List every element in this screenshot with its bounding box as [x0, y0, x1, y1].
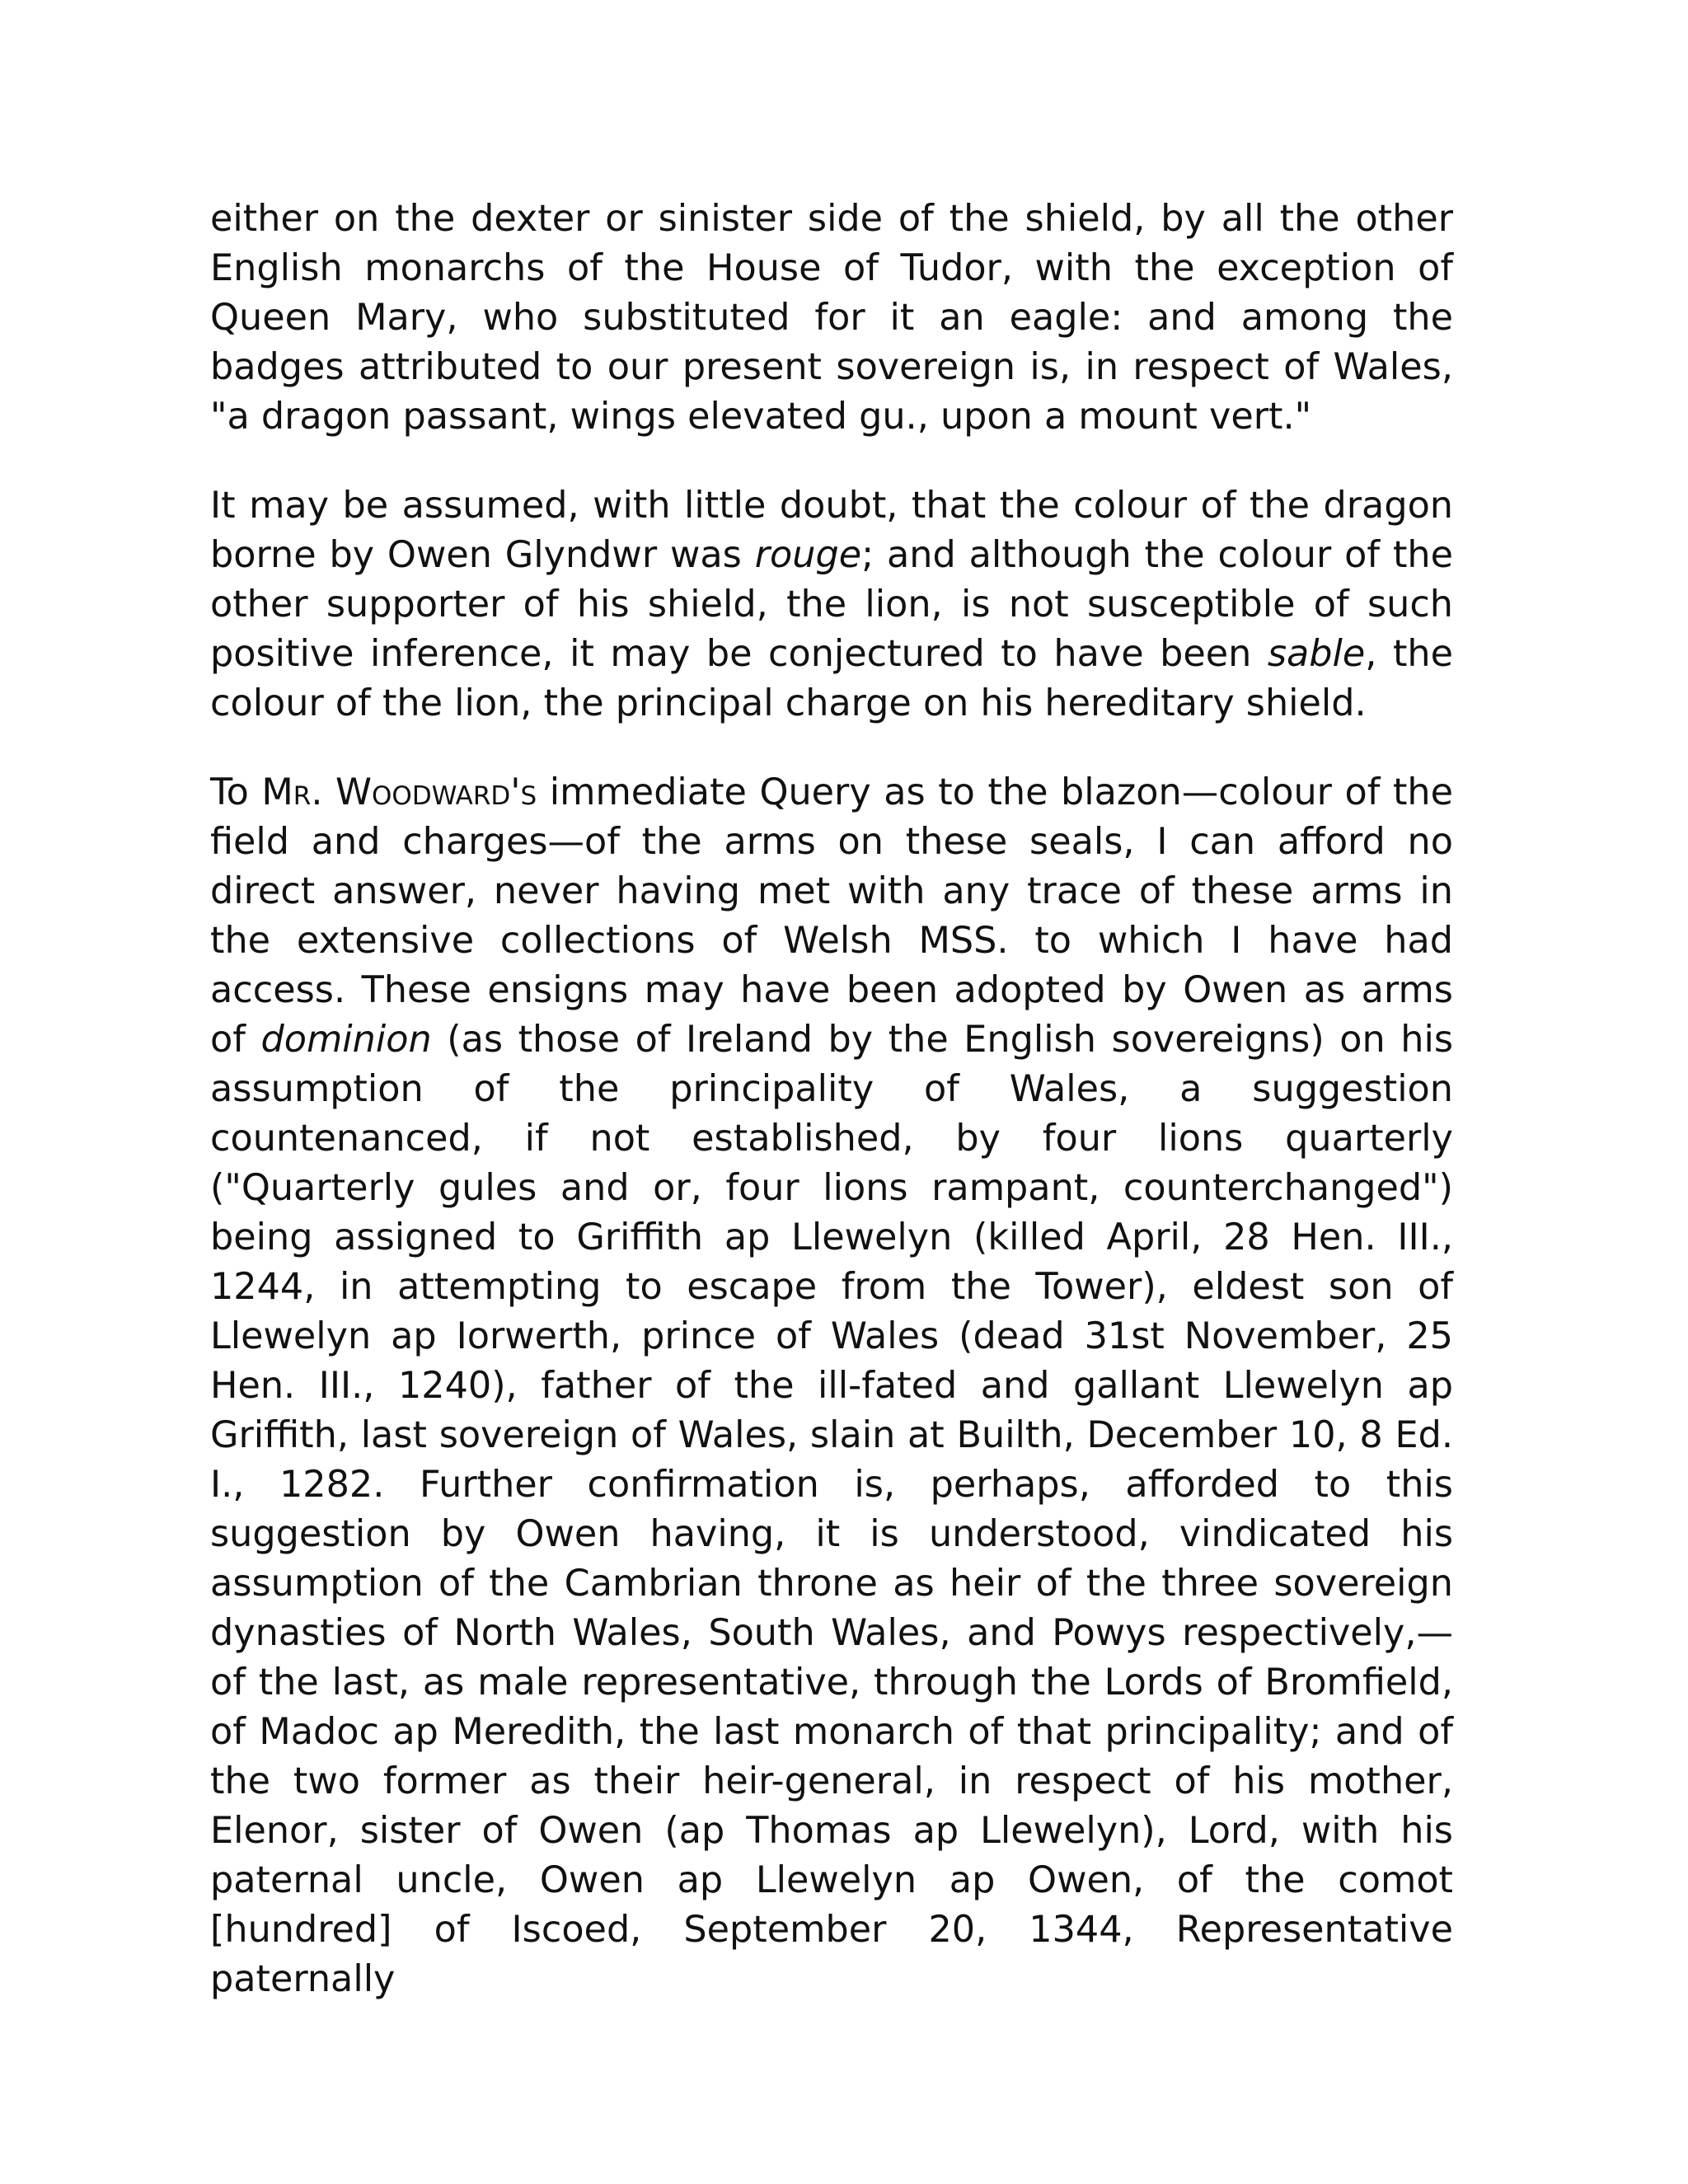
paragraph-2 [210, 481, 1453, 729]
paragraph-3 [210, 768, 1453, 2004]
text-segment: either on the dexter or sinister side of the shield, by all the other English monarchs of the House of Tudor, with the exception of Queen Mary, who substituted for it an eagle: and among the badges attributed to our present sovereign is, in respect of Wales, "a dragon passant, wings elevated gu., upon a mount vert." [210, 198, 1453, 438]
italic-term-sable: sable [1267, 633, 1366, 675]
text-segment: ; and although the colour of the other supporter of his shield, the lion, is not susceptible of such positive inference, it may be conjectured to have been [210, 534, 1453, 675]
text-segment: , the colour of the lion, the principal charge on his hereditary shield. [210, 633, 1453, 724]
paragraph-1 [210, 194, 1453, 442]
text-segment: (as those of Ireland by the English sovereigns) on his assumption of the principality of Wales, a suggestion countenanced, if not established, by four lions quarterly ("Quarterly gules and or, four lions rampant, counterchanged") being assigned to Griffith ap Llewelyn (killed April, 28 Hen. III., 1244, in attempting to escape from the Tower), eldest son of Llewelyn ap Iorwerth, prince of Wales (dead 31st November, 25 Hen. III., 1240), father of the ill-fated and gallant Llewelyn ap Griffith, last sovereign of Wales, slain at Builth, December 10, 8 Ed. I., 1282. Further confirmation is, perhaps, afforded to this suggestion by Owen having, it is understood, vindicated his assumption of the Cambrian throne as heir of the three sovereign dynasties of North Wales, South Wales, and Powys respectively,—of the last, as male representative, through the Lords of Bromfield, of Madoc ap Meredith, the last monarch of that principality; and of the two former as their heir-general, in respect of his mother, Elenor, sister of Owen (ap Thomas ap Llewelyn), Lord, with his paternal uncle, Owen ap Llewelyn ap Owen, of the comot [hundred] of Iscoed, September 20, 1344, Representative paternally [210, 1019, 1454, 2000]
italic-term-dominion: dominion [260, 1019, 432, 1061]
name-smallcaps: Mr. Woodward's [261, 771, 537, 813]
text-segment: To [210, 771, 262, 813]
italic-term-rouge: rouge [754, 534, 862, 576]
text-segment: immediate Query as to the blazon—colour of the field and charges—of the arms on these seals, I can afford no direct answer, never having met with any trace of these arms in the extensive collections of Welsh MSS. to which I have had access. These ensigns may have been adopted by Owen as arms of [210, 771, 1453, 1061]
text-segment: It may be assumed, with little doubt, that the colour of the dragon borne by Owen Glyndwr was [210, 485, 1453, 576]
page-body [210, 194, 1453, 2044]
